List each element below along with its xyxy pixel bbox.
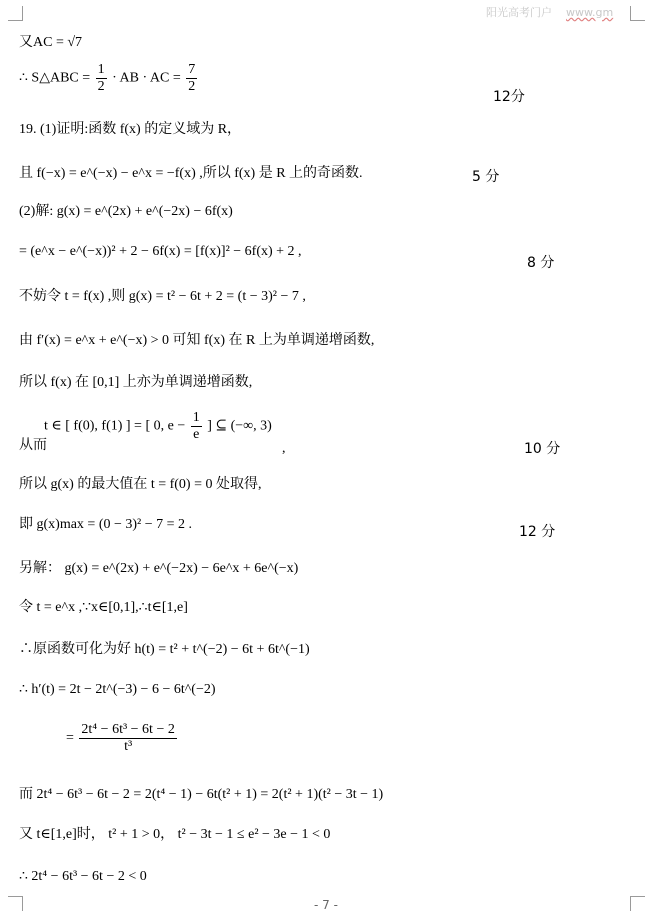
line-interval <box>44 410 272 443</box>
line-conclusion: ∴ 2t⁴ − 6t³ − 6t − 2 < 0 <box>19 869 147 884</box>
line-ac: 又AC = √7 <box>19 35 83 50</box>
line-congru: 从而 <box>19 438 47 453</box>
line-h-derivative: ∴ h′(t) = 2t − 2t^(−3) − 6 − 6t^(−2) <box>19 682 216 697</box>
fraction-derivative <box>79 722 176 755</box>
derivative-numerator: 2t⁴ − 6t³ − 6t − 2 <box>81 722 175 737</box>
line-derivative: 由 f′(x) = e^x + e^(−x) > 0 可知 f(x) 在 R 上为单调递增函数, <box>19 333 375 348</box>
interval-rhs: ] ⊆ (−∞, 3) <box>207 418 272 434</box>
line-19-1: 19. (1)证明:函数 f(x) 的定义域为 R， <box>19 122 242 137</box>
crop-mark-top-right <box>630 6 645 21</box>
score-2: 5 分 <box>472 169 500 185</box>
interval-comma: , <box>282 441 286 456</box>
line-monotone: 所以 f(x) 在 [0,1] 上亦为单调递增函数, <box>19 375 253 390</box>
score-5: 12 分 <box>519 524 556 540</box>
one-numerator: 1 <box>192 410 200 425</box>
line-let-t: 令 t = e^x ,∵x∈[0,1],∴t∈[1,e] <box>19 600 188 615</box>
line-expand: = (e^x − e^(−x))² + 2 − 6f(x) = [f(x)]² − 6f(x) + 2 , <box>19 244 302 259</box>
deriv-eq: = <box>66 730 74 746</box>
line-alternative: 另解： g(x) = e^(2x) + e^(−2x) − 6e^x + 6e^(−x) <box>19 561 299 576</box>
fraction-half <box>96 62 107 95</box>
seven-denominator: 2 <box>188 79 196 94</box>
line-substitute: 不妨令 t = f(x) ,则 g(x) = t² − 6t + 2 = (t − 3)² − 7 , <box>19 289 306 304</box>
half-denominator: 2 <box>97 79 105 94</box>
fraction-seven-halves <box>186 62 197 95</box>
line-factor: 而 2t⁴ − 6t³ − 6t − 2 = 2(t⁴ − 1) − 6t(t² + 1) = 2(t² + 1)(t² − 3t − 1) <box>19 787 384 802</box>
interval-lhs: t ∈ [ f(0), f(1) ] = [ 0, e − <box>44 418 186 434</box>
e-denominator: e <box>193 427 200 442</box>
area-mid: · AB · AC = <box>112 70 181 86</box>
fraction-one-over-e <box>191 410 202 443</box>
score-1: 12分 <box>493 89 525 105</box>
score-3: 8 分 <box>527 255 555 271</box>
line-max-at: 所以 g(x) 的最大值在 t = f(0) = 0 处取得, <box>19 477 262 492</box>
half-numerator: 1 <box>97 62 105 77</box>
line-odd-function: 且 f(−x) = e^(−x) − e^x = −f(x) ,所以 f(x) 是 R 上的奇函数. <box>19 166 363 181</box>
page-number: - 7 - <box>314 898 338 912</box>
line-derivative-fraction <box>66 722 179 755</box>
area-lhs: ∴ S△ABC = <box>19 70 91 86</box>
line-area <box>19 62 199 95</box>
watermark-site: 阳光高考门户 <box>486 6 552 19</box>
watermark <box>486 4 613 20</box>
derivative-denominator: t³ <box>124 739 133 754</box>
seven-numerator: 7 <box>188 62 196 77</box>
watermark-url: www.gm <box>566 6 614 19</box>
line-max-value: 即 g(x)max = (0 − 3)² − 7 = 2 . <box>19 517 193 532</box>
line-h-function: ∴原函数可化为好 h(t) = t² + t^(−2) − 6t + 6t^(−1) <box>19 642 310 657</box>
crop-mark-top-left <box>8 6 23 21</box>
line-sign: 又 t∈[1,e]时， t² + 1 > 0， t² − 3t − 1 ≤ e² − 3e − 1 < 0 <box>19 827 331 842</box>
score-4: 10 分 <box>524 441 561 457</box>
line-19-2: (2)解: g(x) = e^(2x) + e^(−2x) − 6f(x) <box>19 204 233 219</box>
